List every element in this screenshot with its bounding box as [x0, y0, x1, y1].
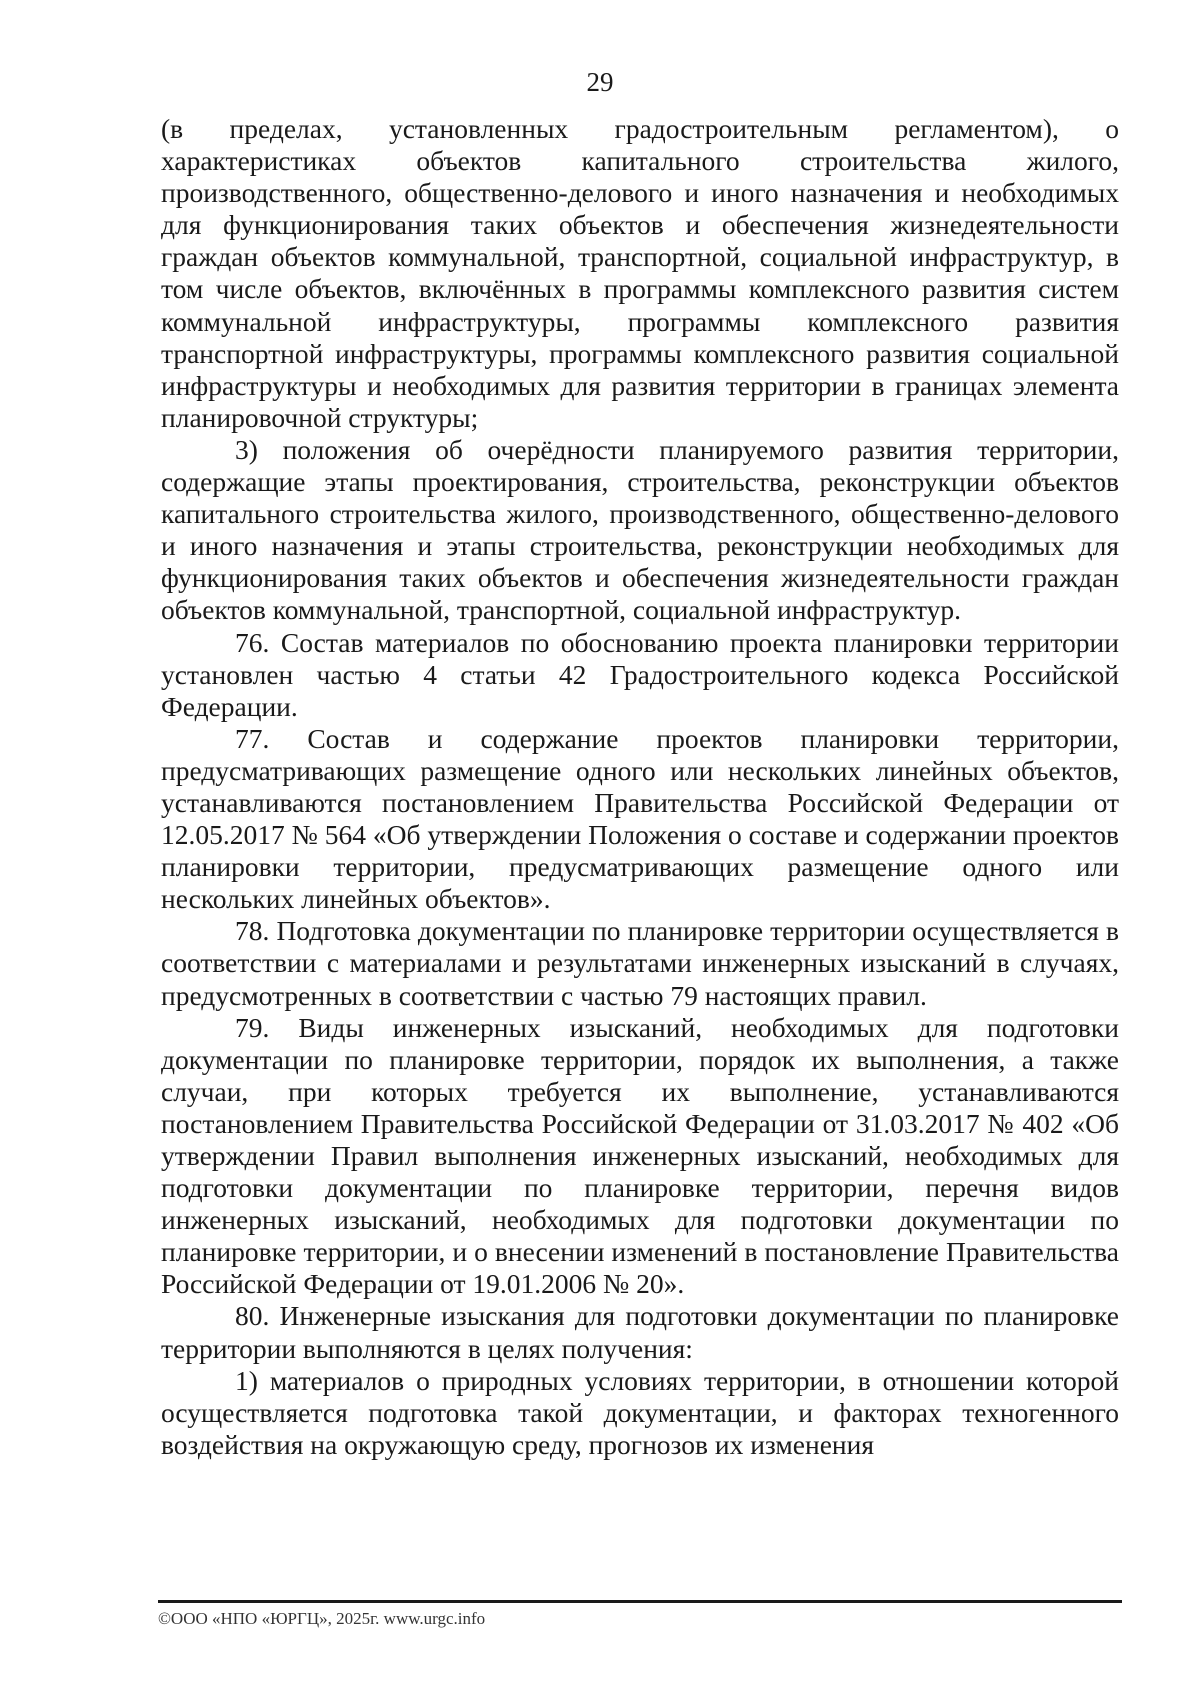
- paragraph-item-3: 3) положения об очерёдности планируемого развития территории, содержащие этапы проектирования, строительства, реконструкции объектов капитального строительства жилого, производственного, общественно-делового и иного назначения и этапы строительства, реконструкции необходимых для функционирования таких объектов и обеспечения жизнедеятельности граждан объектов коммунальной, транспортной, социальной инфраструктур.: [161, 433, 1119, 626]
- paragraph-continuation: (в пределах, установленных градостроительным регламентом), о характеристиках объектов капитального строительства жилого, производственного, общественно-делового и иного назначения и необходимых для функционирования таких объектов и обеспечения жизнедеятельности граждан объектов коммунальной, транспортной, социальной инфраструктур, в том числе объектов, включённых в программы комплексного развития систем коммунальной инфраструктуры, программы комплексного развития транспортной инфраструктуры, программы комплексного развития социальной инфраструктуры и необходимых для развития территории в границах элемента планировочной структуры;: [161, 113, 1119, 433]
- footer-divider: [158, 1600, 1122, 1603]
- paragraph-80: 80. Инженерные изыскания для подготовки документации по планировке территории выполняются в целях получения:: [161, 1300, 1119, 1364]
- paragraph-item-1: 1) материалов о природных условиях территории, в отношении которой осуществляется подготовка такой документации, и факторах техногенного воздействия на окружающую среду, прогнозов их изменения: [161, 1364, 1119, 1460]
- footer-copyright: ©ООО «НПО «ЮРГЦ», 2025г. www.urgc.info: [158, 1609, 486, 1628]
- paragraph-77: 77. Состав и содержание проектов планировки территории, предусматривающих размещение одного или нескольких линейных объектов, устанавливаются постановлением Правительства Российской Федерации от 12.05.2017 № 564 «Об утверждении Положения о составе и содержании проектов планировки территории, предусматривающих размещение одного или нескольких линейных объектов».: [161, 722, 1119, 915]
- paragraph-76: 76. Состав материалов по обоснованию проекта планировки территории установлен частью 4 статьи 42 Градостроительного кодекса Российской Федерации.: [161, 626, 1119, 722]
- document-body: [161, 113, 1119, 1461]
- paragraph-78: 78. Подготовка документации по планировке территории осуществляется в соответствии с материалами и результатами инженерных изысканий в случаях, предусмотренных в соответствии с частью 79 настоящих правил.: [161, 915, 1119, 1011]
- page-number: 29: [586, 67, 614, 97]
- paragraph-79: 79. Виды инженерных изысканий, необходимых для подготовки документации по планировке территории, порядок их выполнения, а также случаи, при которых требуется их выполнение, устанавливаются постановлением Правительства Российской Федерации от 31.03.2017 № 402 «Об утверждении Правил выполнения инженерных изысканий, необходимых для подготовки документации по планировке территории, перечня видов инженерных изысканий, необходимых для подготовки документации по планировке территории, и о внесении изменений в постановление Правительства Российской Федерации от 19.01.2006 № 20».: [161, 1011, 1119, 1300]
